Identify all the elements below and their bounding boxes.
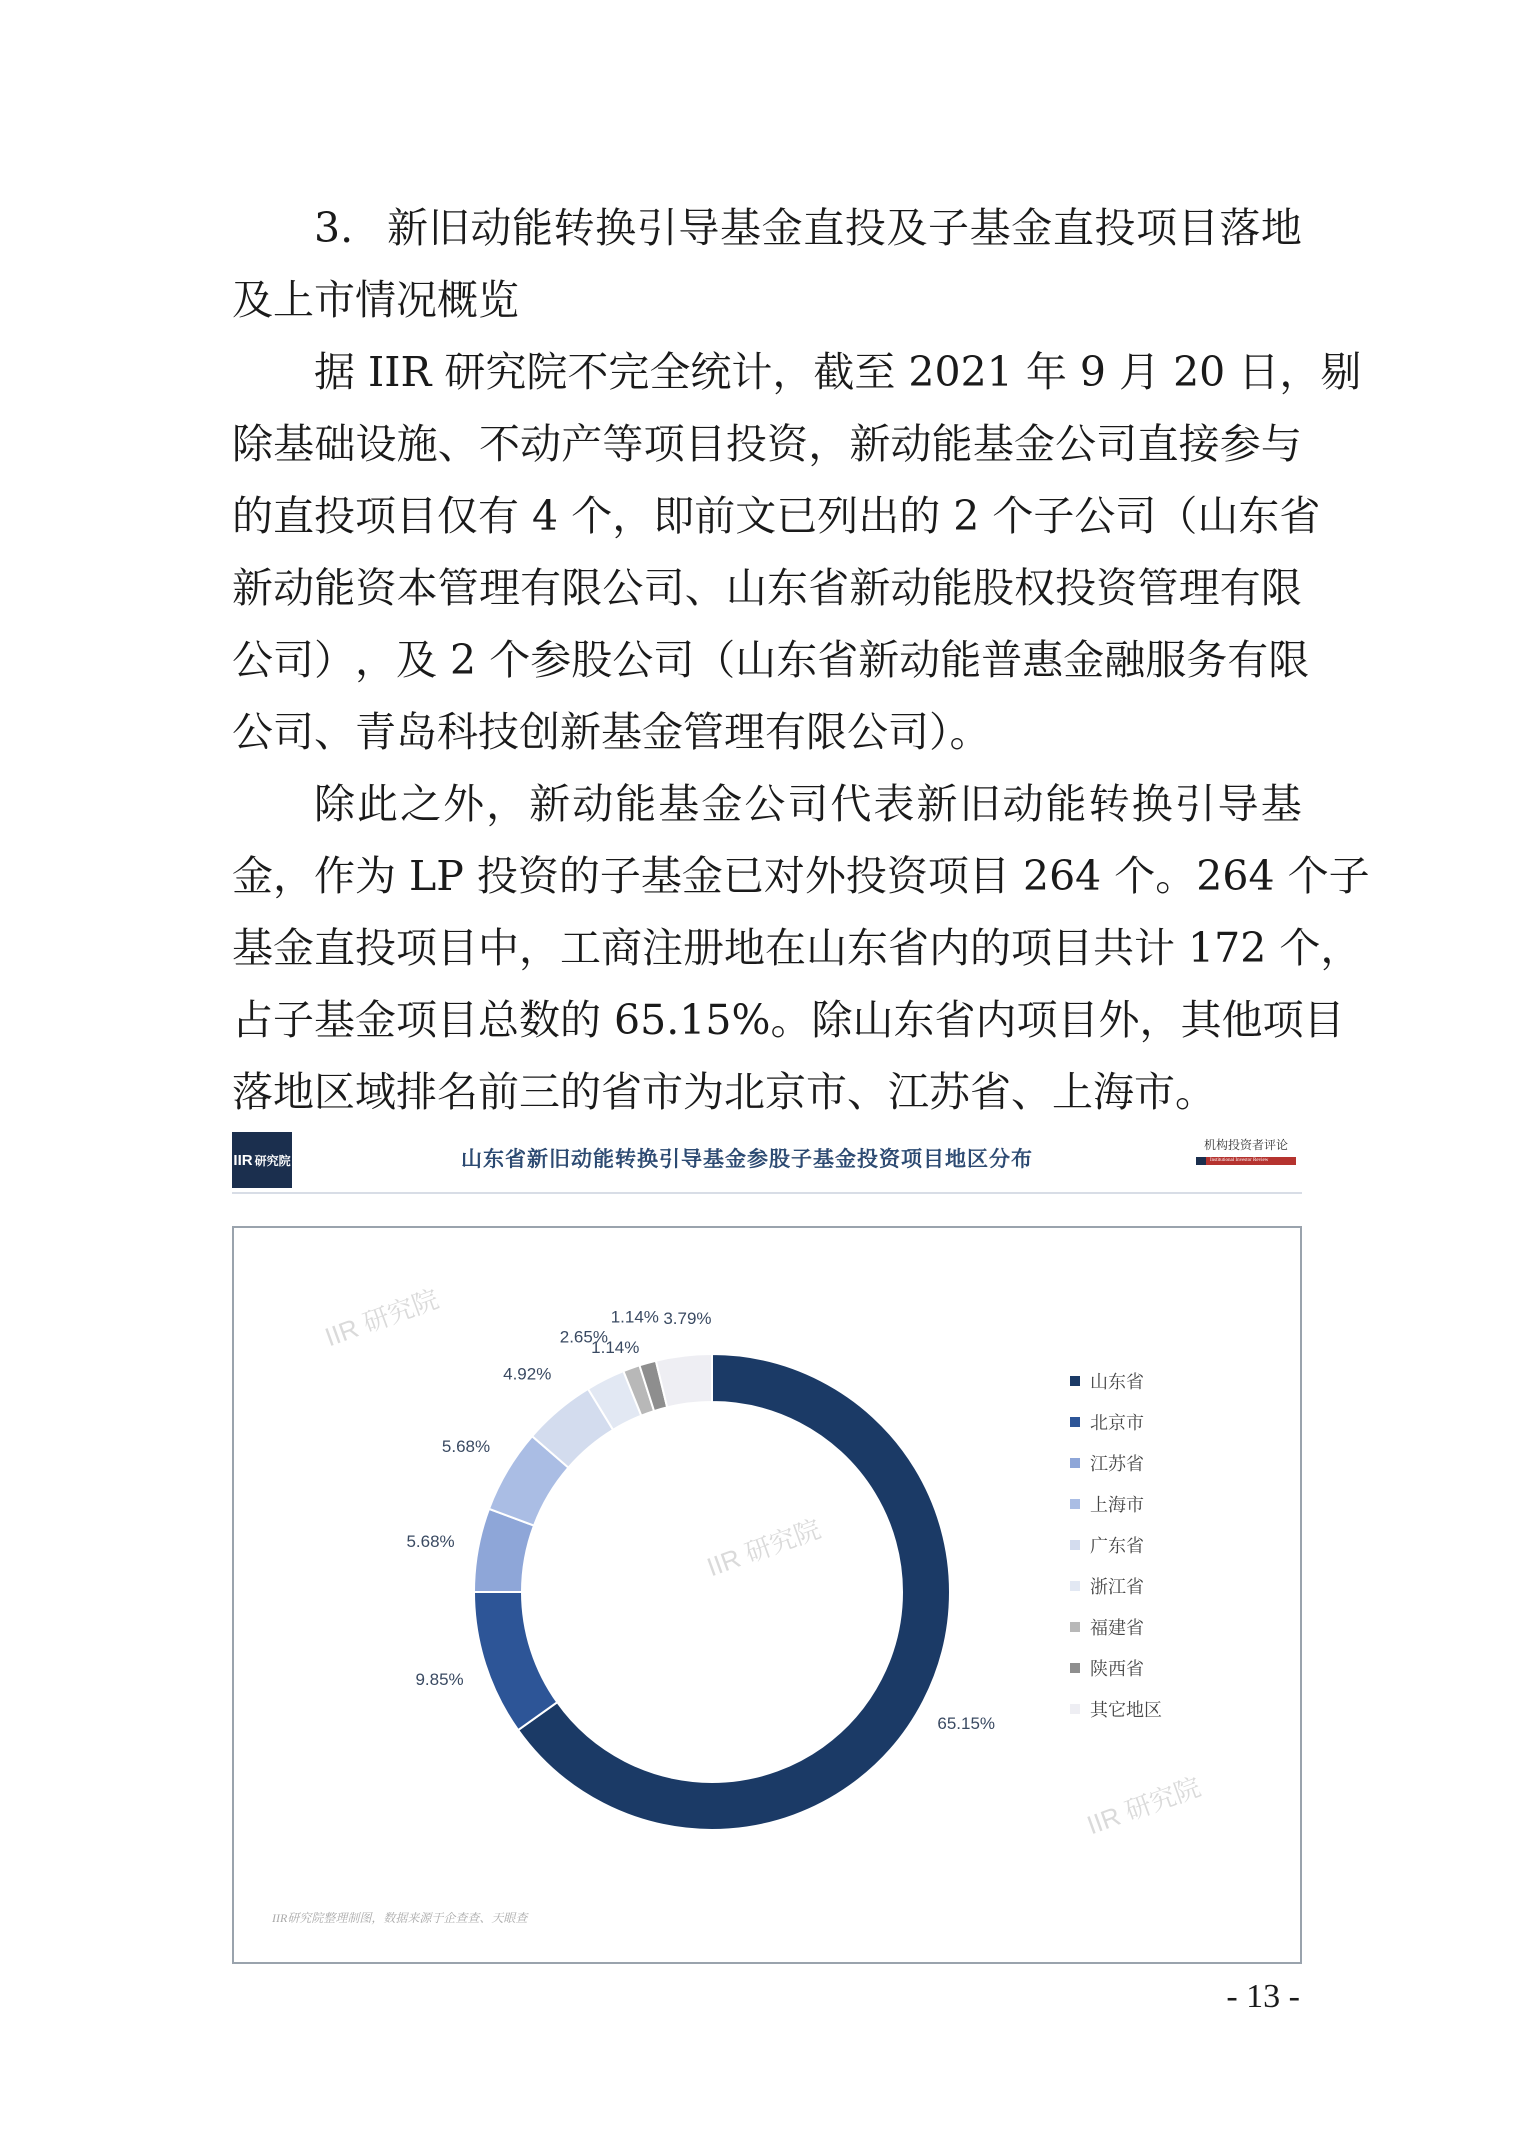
data-label: 1.14% xyxy=(591,1338,640,1358)
legend-label: 山东省 xyxy=(1090,1371,1144,1392)
paragraph-line: 除 基 础 设 施 、 不 动 产 等 项 目 投 资 ， 新 动 能 基 金 公 司 直 接 参 与 xyxy=(232,420,1302,468)
section-heading-line xyxy=(232,192,1302,264)
paragraph-line: 的 直 投 项 目 仅 有 4 个 ， 即 前 文 已 列 出 的 2 个 子 公 司 （ 山 东 省 xyxy=(232,492,1321,540)
legend-item xyxy=(1070,1606,1270,1647)
brand-name: 机构投资者评论 xyxy=(1203,1138,1288,1152)
watermark: IIR 研究院 xyxy=(702,1513,825,1583)
figure-header xyxy=(232,1128,1302,1194)
chart-legend xyxy=(1070,1360,1270,1729)
data-label: 9.85% xyxy=(415,1670,464,1690)
legend-swatch xyxy=(1070,1499,1080,1509)
data-label: 5.68% xyxy=(441,1437,491,1457)
brand-english: Institutional Investor Review xyxy=(1210,1158,1269,1163)
chart-panel xyxy=(232,1226,1302,1964)
paragraph-line: 除 此 之 外 ， 新 动 能 基 金 公 司 代 表 新 旧 动 能 转 换 引 导 基 xyxy=(314,780,1302,828)
legend-swatch xyxy=(1070,1581,1080,1591)
paragraph-1 xyxy=(232,336,1362,768)
legend-label: 广东省 xyxy=(1090,1535,1144,1556)
data-label: 4.92% xyxy=(503,1364,552,1384)
paragraph-line: 基 金 直 投 项 目 中 ， 工 商 注 册 地 在 山 东 省 内 的 项 目 共 计 1 7 2 个 ， xyxy=(232,924,1362,972)
legend-label: 上海市 xyxy=(1090,1494,1144,1515)
legend-label: 江苏省 xyxy=(1090,1453,1144,1474)
brand-logo xyxy=(1190,1136,1302,1184)
data-label: 3.79% xyxy=(663,1308,712,1328)
iir-logo-mark: IIR xyxy=(233,1151,253,1169)
data-label: 5.68% xyxy=(406,1532,455,1552)
source-note: IIR研究院整理制图，数据来源于企查查、天眼查 xyxy=(272,1911,528,1925)
legend-label: 浙江省 xyxy=(1090,1576,1144,1597)
paragraph-line: 据 I I R 研 究 院 不 完 全 统 计 ， 截 至 2 0 2 1 年 9 月 2 0 日 ， 剔 xyxy=(314,348,1362,396)
donut-slice-9 xyxy=(656,1354,712,1407)
paragraph-line: 金 ， 作 为 L P 投 资 的 子 基 金 已 对 外 投 资 项 目 2 6 4 个 。 2 6 4 个 子 xyxy=(232,852,1370,900)
legend-item xyxy=(1070,1565,1270,1606)
legend-label: 福建省 xyxy=(1090,1617,1144,1638)
section-heading xyxy=(232,192,1302,336)
section-number: 3. xyxy=(314,204,354,252)
chart-figure xyxy=(232,1128,1302,1964)
chart-title: 山东省新旧动能转换引导基金参股子基金投资项目地区分布 xyxy=(461,1148,1033,1171)
data-label: 65.15% xyxy=(937,1714,996,1734)
paragraph-line: 落地区域排名前三的省市为北京市、江苏省、上海市。 xyxy=(232,1068,1216,1116)
legend-swatch xyxy=(1070,1458,1080,1468)
watermark: IIR 研究院 xyxy=(1082,1771,1205,1841)
legend-item xyxy=(1070,1524,1270,1565)
legend-label: 北京市 xyxy=(1090,1412,1144,1433)
section-heading-text: 及上市情况概览 xyxy=(232,276,519,324)
legend-item xyxy=(1070,1442,1270,1483)
legend-item xyxy=(1070,1401,1270,1442)
legend-swatch xyxy=(1070,1663,1080,1673)
iir-logo xyxy=(232,1132,292,1188)
legend-swatch xyxy=(1070,1704,1080,1714)
legend-swatch xyxy=(1070,1622,1080,1632)
paragraph-2 xyxy=(232,768,1370,1128)
paragraph-line: 占 子 基 金 项 目 总 数 的 6 5 . 1 5 % 。 除 山 东 省 内 项 目 外 ， 其 他 项 目 xyxy=(232,996,1345,1044)
page-number: - 13 - xyxy=(1226,1978,1300,2015)
brand-bar xyxy=(1196,1157,1296,1165)
legend-item xyxy=(1070,1360,1270,1401)
legend-item xyxy=(1070,1483,1270,1524)
legend-swatch xyxy=(1070,1540,1080,1550)
legend-swatch xyxy=(1070,1376,1080,1386)
paragraph-line: 公司、青岛科技创新基金管理有限公司）。 xyxy=(232,708,991,756)
legend-swatch xyxy=(1070,1417,1080,1427)
legend-label: 其它地区 xyxy=(1090,1699,1162,1720)
watermark: IIR 研究院 xyxy=(320,1283,443,1353)
donut-slice-2 xyxy=(474,1592,557,1730)
data-label: 1.14% xyxy=(610,1307,659,1327)
iir-logo-text: 研究院 xyxy=(254,1153,291,1168)
section-heading-text: 新 旧 动 能 转 换 引 导 基 金 直 投 及 子 基 金 直 投 项 目 落 地 xyxy=(387,204,1302,252)
legend-item xyxy=(1070,1647,1270,1688)
paragraph-line: 公 司 ） ， 及 2 个 参 股 公 司 （ 山 东 省 新 动 能 普 惠 金 融 服 务 有 限 xyxy=(232,636,1310,684)
data-label: 2.65% xyxy=(559,1327,608,1347)
legend-label: 陕西省 xyxy=(1090,1658,1144,1679)
section-heading-line xyxy=(232,264,1302,336)
paragraph-line: 新 动 能 资 本 管 理 有 限 公 司 、 山 东 省 新 动 能 股 权 投 资 管 理 有 限 xyxy=(232,564,1302,612)
legend-item xyxy=(1070,1688,1270,1729)
